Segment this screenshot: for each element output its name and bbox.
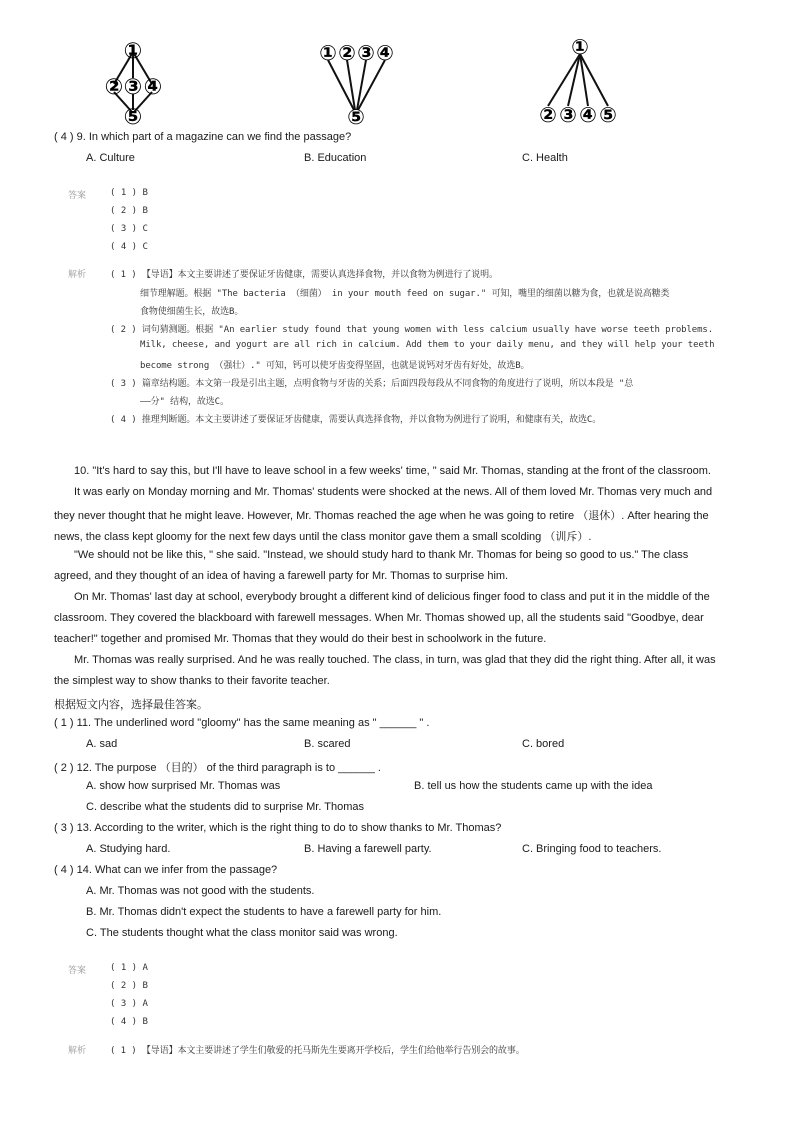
- explanation-line: ( 1 ) 【导语】本文主要讲述了学生们敬爱的托马斯先生要离开学校后，学生们给他举行告别会的故事。: [110, 1046, 525, 1056]
- instruction: 根据短文内容，选择最佳答案。: [54, 699, 208, 711]
- node-5: ⑤: [123, 105, 143, 126]
- node-1: ①: [319, 41, 337, 65]
- answer-item: ( 1 ) B: [110, 188, 148, 198]
- passage-line: teacher!" together and promised Mr. Thomas that they would do their best in schoolwork in the future.: [54, 633, 547, 645]
- answer-label: 答案: [68, 191, 87, 201]
- node-5: ⑤: [599, 103, 617, 126]
- option-c[interactable]: C. The students thought what the class monitor said was wrong.: [86, 927, 398, 939]
- answer-item: ( 3 ) C: [110, 224, 148, 234]
- answer-label: 答案: [68, 966, 87, 976]
- explanation-line: ——分" 结构，故选C。: [140, 397, 229, 407]
- answer-item: ( 1 ) A: [110, 963, 148, 973]
- node-1: ①: [123, 39, 143, 64]
- passage-line: they never thought that he might leave. However, Mr. Thomas reached the age when he was going to retire （退休）. After hearing the: [54, 510, 709, 522]
- explanation-line: ( 1 ) 【导语】本文主要讲述了要保证牙齿健康，需要认真选择食物，并以食物为例进行了说明。: [110, 270, 498, 280]
- structure-diagram-1: [100, 38, 170, 126]
- node-2: ②: [104, 75, 124, 100]
- node-1: ①: [571, 38, 589, 59]
- explanation-line: ( 3 ) 篇章结构题。本文第一段是引出主题，点明食物与牙齿的关系；后面四段每段从不同食物的角度进行了说明，所以本段是 "总: [110, 379, 634, 389]
- node-3: ③: [123, 75, 143, 100]
- node-2: ②: [338, 41, 356, 65]
- question-11: [54, 717, 429, 729]
- question-number: ( 4 ): [54, 131, 74, 143]
- answer-item: ( 4 ) B: [110, 1017, 148, 1027]
- question-text: 9. In which part of a magazine can we find the passage?: [76, 131, 352, 143]
- option-b[interactable]: B. Education: [304, 152, 367, 164]
- option-c[interactable]: C. Health: [522, 152, 568, 164]
- explanation-line: 细节理解题。根据 "The bacteria （细菌） in your mouth feed on sugar." 可知，嘴里的细菌以糖为食，也就是说高糖类: [140, 289, 670, 299]
- passage-line: 10. "It's hard to say this, but I'll have to leave school in a few weeks' time, " said Mr. Thomas, standing at the front of the classroom.: [74, 465, 711, 477]
- answer-item: ( 3 ) A: [110, 999, 148, 1009]
- question-text: 13. According to the writer, which is the right thing to do to show thanks to Mr. Thomas?: [76, 822, 502, 834]
- answer-item: ( 2 ) B: [110, 206, 148, 216]
- option-b[interactable]: B. tell us how the students came up with the idea: [414, 780, 653, 792]
- passage-line: classroom. They covered the blackboard with farewell messages. When Mr. Thomas showed up, all the students said "Goodbye, dear: [54, 612, 704, 624]
- question-number: ( 1 ): [54, 717, 74, 729]
- passage-line: news, the class kept gloomy for the next few days until the class monitor gave them a small scolding （训斥）.: [54, 531, 592, 543]
- passage-line: Mr. Thomas was really surprised. And he was really touched. The class, in turn, was glad that they did the right thing. After all, it was: [74, 654, 716, 666]
- question-12: [54, 759, 381, 775]
- option-c[interactable]: C. describe what the students did to surprise Mr. Thomas: [86, 801, 364, 813]
- explanation-line: 食物使细菌生长，故选B。: [140, 307, 244, 317]
- question-9: [54, 131, 351, 143]
- passage-line: agreed, and they thought of an idea of having a farewell party for Mr. Thomas to surprise him.: [54, 570, 509, 582]
- option-a[interactable]: A. show how surprised Mr. Thomas was: [86, 780, 281, 792]
- option-b[interactable]: B. Mr. Thomas didn't expect the students to have a farewell party for him.: [86, 906, 442, 918]
- node-5: ⑤: [347, 105, 365, 126]
- option-b[interactable]: B. Having a farewell party.: [304, 843, 432, 855]
- question-number: ( 4 ): [54, 864, 74, 876]
- node-4: ④: [143, 75, 163, 100]
- passage-line: On Mr. Thomas' last day at school, everybody brought a different kind of delicious finger food to class and put it in the middle of the: [74, 591, 710, 603]
- structure-diagram-3: [536, 38, 626, 126]
- node-4: ④: [579, 103, 597, 126]
- node-3: ③: [357, 41, 375, 65]
- question-14: [54, 864, 277, 876]
- explanation-line: Milk, cheese, and yogurt are all rich in calcium. Add them to your daily menu, and they will help your teeth: [140, 340, 715, 350]
- answer-item: ( 4 ) C: [110, 242, 148, 252]
- option-a[interactable]: A. Culture: [86, 152, 135, 164]
- question-text: 11. The underlined word "gloomy" has the same meaning as " ______ " .: [76, 717, 430, 729]
- explanation-label: 解析: [68, 270, 87, 280]
- option-c[interactable]: C. bored: [522, 738, 565, 750]
- explanation-line: become strong （强壮）." 可知，钙可以使牙齿变得坚固，也就是说钙对牙齿有好处，故选B。: [140, 361, 530, 371]
- answer-item: ( 2 ) B: [110, 981, 148, 991]
- question-text: 14. What can we infer from the passage?: [76, 864, 278, 876]
- explanation-label: 解析: [68, 1046, 87, 1056]
- passage-line: It was early on Monday morning and Mr. Thomas' students were shocked at the news. All of them loved Mr. Thomas very much and: [74, 486, 713, 498]
- passage-line: "We should not be like this, " she said. "Instead, we should study hard to thank Mr. Thomas for being so good to us." The class: [74, 549, 689, 561]
- explanation-line: ( 4 ) 推理判断题。本文主要讲述了要保证牙齿健康，需要认真选择食物，并以食物为例进行了说明，和健康有关，故选C。: [110, 415, 602, 425]
- node-2: ②: [539, 103, 557, 126]
- structure-diagram-2: [316, 38, 400, 126]
- option-a[interactable]: A. Studying hard.: [86, 843, 171, 855]
- option-a[interactable]: A. Mr. Thomas was not good with the students.: [86, 885, 315, 897]
- question-13: [54, 822, 501, 834]
- explanation-line: ( 2 ) 词句猜测题。根据 "An earlier study found that young women with less calcium usually have worse teeth problems.: [110, 325, 714, 335]
- question-number: ( 2 ): [54, 762, 74, 774]
- question-text: 12. The purpose （目的） of the third paragraph is to ______ .: [76, 762, 381, 774]
- option-a[interactable]: A. sad: [86, 738, 118, 750]
- option-c[interactable]: C. Bringing food to teachers.: [522, 843, 662, 855]
- node-4: ④: [376, 41, 394, 65]
- node-3: ③: [559, 103, 577, 126]
- option-b[interactable]: B. scared: [304, 738, 351, 750]
- passage-line: the simplest way to show thanks to their favorite teacher.: [54, 675, 330, 687]
- question-number: ( 3 ): [54, 822, 74, 834]
